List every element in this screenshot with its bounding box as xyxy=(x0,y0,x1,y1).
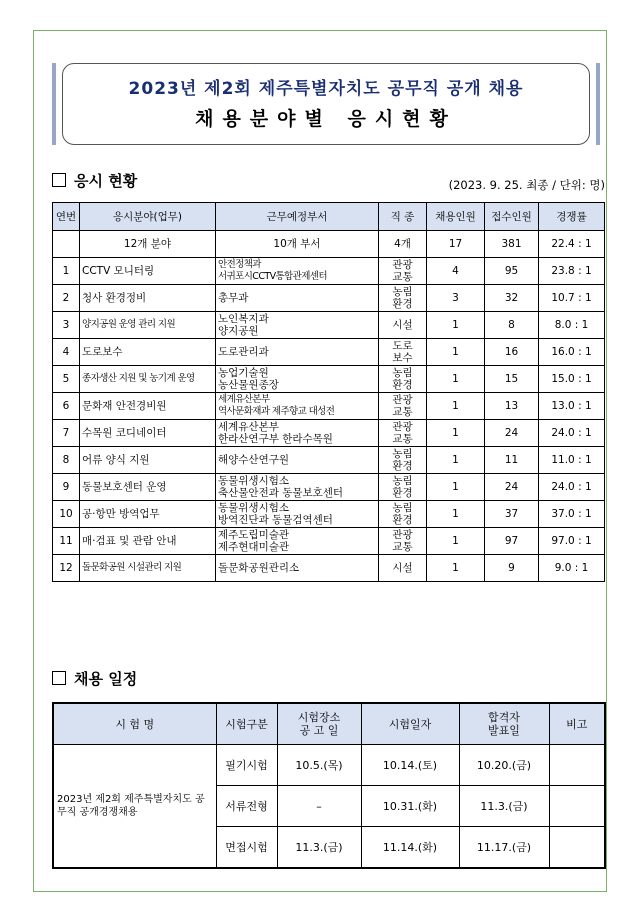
job-line2: 환경 xyxy=(392,298,413,310)
cell-applied: 381 xyxy=(485,231,539,258)
header-no: 연번 xyxy=(53,203,80,231)
cell-dept xyxy=(216,285,379,312)
dept-line1: 도로관리과 xyxy=(218,346,269,358)
sched-type: 필기시험 xyxy=(216,745,277,786)
cell-hire: 1 xyxy=(427,474,485,501)
cell-hire: 1 xyxy=(427,312,485,339)
cell-job: 4개 xyxy=(379,231,427,258)
status-note: (2023. 9. 25. 최종 / 단위: 명) xyxy=(448,178,605,192)
cell-dept xyxy=(216,474,379,501)
job-line1: 농림 xyxy=(392,475,413,487)
cell-job xyxy=(379,366,427,393)
cell-applied: 13 xyxy=(485,393,539,420)
dept-line1: 농업기술원 xyxy=(218,367,269,379)
section-heading-schedule xyxy=(52,668,137,689)
sched-header-date: 시험일자 xyxy=(361,703,459,745)
sched-result: 11.17.(금) xyxy=(459,827,549,869)
header-applied: 접수인원 xyxy=(485,203,539,231)
cell-field: 동물보호센터 운영 xyxy=(80,474,216,501)
sched-date: 10.31.(화) xyxy=(361,786,459,827)
cell-field: 어류 양식 지원 xyxy=(80,447,216,474)
cell-ratio: 10.7 : 1 xyxy=(539,285,605,312)
cell-dept xyxy=(216,258,379,285)
cell-hire: 1 xyxy=(427,555,485,582)
job-line1: 농림 xyxy=(392,367,413,379)
cell-no: 1 xyxy=(53,258,80,285)
cell-applied: 95 xyxy=(485,258,539,285)
job-line2: 교통 xyxy=(392,433,413,445)
checkbox-square-icon xyxy=(52,173,66,187)
dept-line1: 안전정책과 xyxy=(218,259,261,270)
cell-hire: 1 xyxy=(427,447,485,474)
cell-applied: 37 xyxy=(485,501,539,528)
sched-header-remark: 비고 xyxy=(549,703,605,745)
cell-hire: 17 xyxy=(427,231,485,258)
dept-line1: 세계유산본부 xyxy=(218,394,270,405)
cell-field: 돌문화공원 시설관리 지원 xyxy=(80,555,216,582)
title-block xyxy=(52,63,600,145)
job-line1: 관광 xyxy=(392,394,413,406)
cell-applied: 97 xyxy=(485,528,539,555)
cell-ratio: 16.0 : 1 xyxy=(539,339,605,366)
cell-job xyxy=(379,393,427,420)
sched-notice: – xyxy=(277,786,361,827)
job-line2: 환경 xyxy=(392,514,413,526)
table-row xyxy=(53,366,605,393)
job-line2: 교통 xyxy=(392,406,413,418)
job-line1: 도로 xyxy=(392,340,413,352)
sched-header-result-line1: 합격자 xyxy=(488,711,520,724)
schedule-row xyxy=(53,745,605,786)
cell-applied: 9 xyxy=(485,555,539,582)
cell-job xyxy=(379,339,427,366)
cell-job xyxy=(379,447,427,474)
cell-applied: 24 xyxy=(485,420,539,447)
cell-ratio: 11.0 : 1 xyxy=(539,447,605,474)
header-dept: 근무예정부서 xyxy=(216,203,379,231)
cell-applied: 32 xyxy=(485,285,539,312)
cell-applied: 15 xyxy=(485,366,539,393)
job-line2: 환경 xyxy=(392,487,413,499)
cell-no: 4 xyxy=(53,339,80,366)
job-line1: 관광 xyxy=(392,259,413,271)
job-line2: 보수 xyxy=(392,352,413,364)
cell-dept xyxy=(216,555,379,582)
sched-date: 10.14.(토) xyxy=(361,745,459,786)
sched-notice: 10.5.(목) xyxy=(277,745,361,786)
sched-type: 면접시험 xyxy=(216,827,277,869)
status-header-row xyxy=(53,203,605,231)
job-line1: 농림 xyxy=(392,286,413,298)
cell-field: 공·항만 방역업무 xyxy=(80,501,216,528)
section-heading-schedule-text: 채용 일정 xyxy=(74,670,138,688)
cell-applied: 16 xyxy=(485,339,539,366)
job-line1: 시설 xyxy=(392,562,413,574)
cell-job xyxy=(379,312,427,339)
header-job: 직 종 xyxy=(379,203,427,231)
cell-hire: 1 xyxy=(427,528,485,555)
cell-field: 문화재 안전경비원 xyxy=(80,393,216,420)
sched-remark xyxy=(549,786,605,827)
dept-line2: 축산물안전과 동물보호센터 xyxy=(218,487,344,499)
cell-hire: 1 xyxy=(427,393,485,420)
title-accent-left xyxy=(52,63,56,145)
dept-line1: 동물위생시험소 xyxy=(218,475,290,487)
header-ratio: 경쟁률 xyxy=(539,203,605,231)
cell-job xyxy=(379,528,427,555)
cell-hire: 3 xyxy=(427,285,485,312)
table-row xyxy=(53,501,605,528)
exam-name: 2023년 제2회 제주특별자치도 공무직 공개경쟁채용 xyxy=(53,745,216,869)
job-line2: 교통 xyxy=(392,541,413,553)
dept-line2: 한라산연구부 한라수목원 xyxy=(218,433,333,445)
job-line1: 관광 xyxy=(392,421,413,433)
job-line1: 시설 xyxy=(392,319,413,331)
cell-ratio: 8.0 : 1 xyxy=(539,312,605,339)
job-line2: 환경 xyxy=(392,379,413,391)
section-heading-status xyxy=(52,170,137,191)
cell-no: 11 xyxy=(53,528,80,555)
cell-ratio: 9.0 : 1 xyxy=(539,555,605,582)
checkbox-square-icon xyxy=(52,671,66,685)
title-line1: 2023년 제2회 제주특별자치도 공무직 공개 채용 xyxy=(128,79,524,99)
table-row xyxy=(53,420,605,447)
job-line2: 교통 xyxy=(392,271,413,283)
table-row xyxy=(53,528,605,555)
table-row xyxy=(53,339,605,366)
cell-field: 12개 분야 xyxy=(80,231,216,258)
job-line2: 환경 xyxy=(392,460,413,472)
cell-job xyxy=(379,285,427,312)
dept-line1: 노인복지과 xyxy=(218,313,269,325)
dept-line1: 해양수산연구원 xyxy=(218,454,290,466)
sched-header-notice-line2: 공 고 일 xyxy=(299,724,339,737)
cell-field: 종자생산 지원 및 농기계 운영 xyxy=(80,366,216,393)
sched-header-result-line2: 발표일 xyxy=(488,724,520,737)
table-row xyxy=(53,258,605,285)
sched-header-notice xyxy=(277,703,361,745)
title-line2: 채용분야별 응시현황 xyxy=(195,108,457,130)
dept-line2: 방역진단과 동물검역센터 xyxy=(218,514,333,526)
cell-ratio: 24.0 : 1 xyxy=(539,420,605,447)
cell-field: 양지공원 운영 관리 지원 xyxy=(80,312,216,339)
cell-ratio: 23.8 : 1 xyxy=(539,258,605,285)
cell-field: 매·검표 및 관람 안내 xyxy=(80,528,216,555)
cell-job xyxy=(379,555,427,582)
total-row xyxy=(53,231,605,258)
sched-result: 10.20.(금) xyxy=(459,745,549,786)
header-field: 응시분야(업무) xyxy=(80,203,216,231)
cell-ratio: 15.0 : 1 xyxy=(539,366,605,393)
sched-remark xyxy=(549,745,605,786)
dept-line1: 제주도립미술관 xyxy=(218,529,290,541)
job-line1: 농림 xyxy=(392,502,413,514)
table-row xyxy=(53,285,605,312)
cell-no: 2 xyxy=(53,285,80,312)
schedule-header-row xyxy=(53,703,605,745)
cell-job xyxy=(379,420,427,447)
dept-line1: 총무과 xyxy=(218,292,249,304)
cell-dept: 10개 부서 xyxy=(216,231,379,258)
cell-dept xyxy=(216,393,379,420)
sched-date: 11.14.(화) xyxy=(361,827,459,869)
sched-header-type: 시험구분 xyxy=(216,703,277,745)
cell-applied: 8 xyxy=(485,312,539,339)
table-row xyxy=(53,393,605,420)
cell-dept xyxy=(216,501,379,528)
cell-no: 3 xyxy=(53,312,80,339)
cell-hire: 1 xyxy=(427,339,485,366)
title-accent-right xyxy=(596,63,600,145)
table-row xyxy=(53,312,605,339)
dept-line2: 서귀포시CCTV통합관제센터 xyxy=(218,271,327,282)
dept-line2: 역사문화재과 제주향교 대성전 xyxy=(218,406,335,417)
cell-dept xyxy=(216,312,379,339)
table-row xyxy=(53,474,605,501)
cell-no xyxy=(53,231,80,258)
job-line1: 관광 xyxy=(392,529,413,541)
cell-job xyxy=(379,258,427,285)
schedule-table xyxy=(52,702,606,869)
dept-line2: 농산물원종장 xyxy=(218,379,279,391)
job-line1: 농림 xyxy=(392,448,413,460)
table-row xyxy=(53,447,605,474)
cell-dept xyxy=(216,366,379,393)
sched-header-result xyxy=(459,703,549,745)
cell-applied: 24 xyxy=(485,474,539,501)
cell-no: 5 xyxy=(53,366,80,393)
cell-ratio: 37.0 : 1 xyxy=(539,501,605,528)
table-row xyxy=(53,555,605,582)
cell-no: 10 xyxy=(53,501,80,528)
sched-header-name: 시 험 명 xyxy=(53,703,216,745)
cell-no: 7 xyxy=(53,420,80,447)
cell-ratio: 13.0 : 1 xyxy=(539,393,605,420)
sched-result: 11.3.(금) xyxy=(459,786,549,827)
cell-dept xyxy=(216,528,379,555)
cell-hire: 1 xyxy=(427,366,485,393)
cell-hire: 1 xyxy=(427,420,485,447)
cell-ratio: 22.4 : 1 xyxy=(539,231,605,258)
section-heading-status-text: 응시 현황 xyxy=(74,172,138,190)
cell-applied: 11 xyxy=(485,447,539,474)
status-table xyxy=(52,202,605,582)
cell-job xyxy=(379,501,427,528)
cell-dept xyxy=(216,420,379,447)
cell-ratio: 97.0 : 1 xyxy=(539,528,605,555)
dept-line1: 동물위생시험소 xyxy=(218,502,290,514)
sched-type: 서류전형 xyxy=(216,786,277,827)
cell-dept xyxy=(216,339,379,366)
sched-header-notice-line1: 시험장소 xyxy=(297,711,341,724)
dept-line1: 세계유산본부 xyxy=(218,421,279,433)
dept-line1: 돌문화공원관리소 xyxy=(218,562,300,574)
cell-job xyxy=(379,474,427,501)
title-box xyxy=(62,63,590,145)
cell-field: 청사 환경정비 xyxy=(80,285,216,312)
cell-hire: 1 xyxy=(427,501,485,528)
dept-line2: 제주현대미술관 xyxy=(218,541,290,553)
cell-hire: 4 xyxy=(427,258,485,285)
cell-dept xyxy=(216,447,379,474)
sched-remark xyxy=(549,827,605,869)
cell-field: CCTV 모니터링 xyxy=(80,258,216,285)
cell-no: 12 xyxy=(53,555,80,582)
cell-no: 9 xyxy=(53,474,80,501)
cell-ratio: 24.0 : 1 xyxy=(539,474,605,501)
cell-no: 8 xyxy=(53,447,80,474)
cell-no: 6 xyxy=(53,393,80,420)
sched-notice: 11.3.(금) xyxy=(277,827,361,869)
cell-field: 수목원 코디네이터 xyxy=(80,420,216,447)
header-hire: 채용인원 xyxy=(427,203,485,231)
dept-line2: 양지공원 xyxy=(218,325,259,337)
cell-field: 도로보수 xyxy=(80,339,216,366)
